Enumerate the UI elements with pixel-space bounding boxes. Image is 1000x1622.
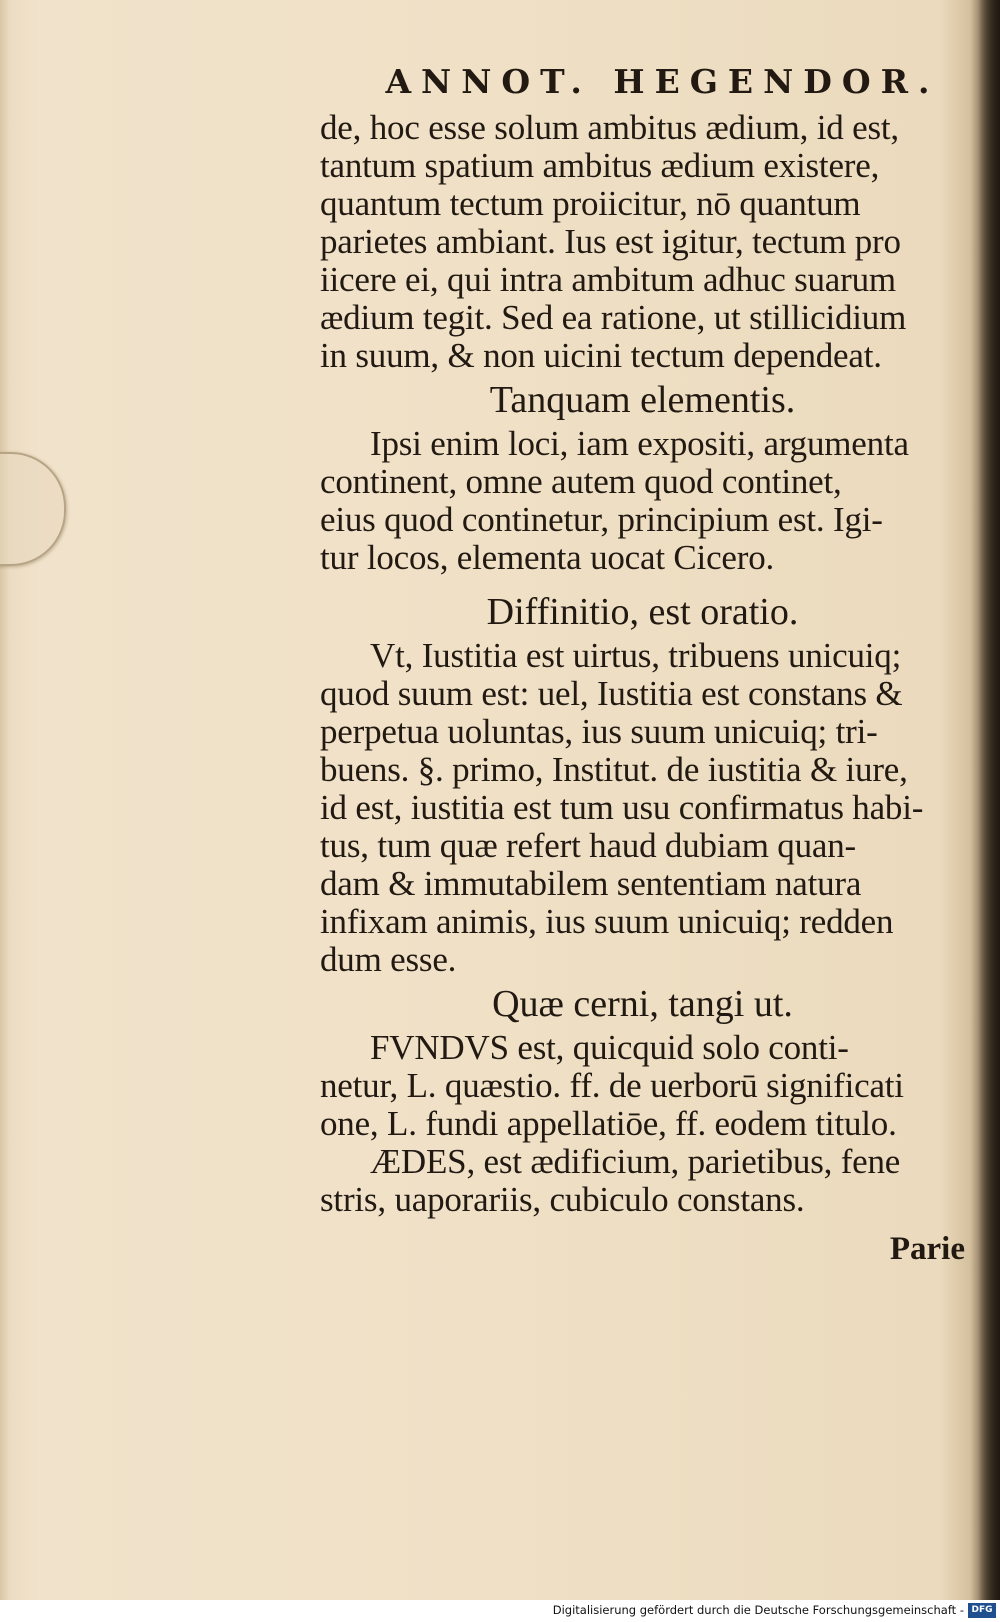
text-line: tur locos, elementa uocat Cicero. <box>320 538 775 577</box>
text-line: iicere ei, qui intra ambitum adhuc suarum <box>320 260 896 299</box>
binding-edge <box>978 0 1000 1600</box>
text-line: buens. §. primo, Institut. de iustitia & iure, <box>320 750 908 789</box>
text-line: in suum, & non uicini tectum dependeat. <box>320 336 882 375</box>
text-line: id est, iustitia est tum usu confirmatus habi- <box>320 788 924 827</box>
paragraph-2 <box>320 425 965 577</box>
text-line: stris, uaporariis, cubiculo constans. <box>320 1180 805 1219</box>
text-line: tus, tum quæ refert haud dubiam quan- <box>320 826 856 865</box>
paragraph-3 <box>320 637 965 979</box>
text-line: dam & immutabilem sententiam natura <box>320 864 862 903</box>
text-line: FVNDVS est, quicquid solo conti- <box>370 1028 849 1067</box>
section-heading: Diffinitio, est oratio. <box>486 591 799 633</box>
text-line: netur, L. quæstio. ff. de uerborū significati <box>320 1066 904 1105</box>
text-line: continent, omne autem quod continet, <box>320 462 842 501</box>
paragraph-1 <box>320 109 965 375</box>
text-line: tantum spatium ambitus ædium existere, <box>320 146 880 185</box>
text-line: de, hoc esse solum ambitus ædium, id est, <box>320 108 899 147</box>
text-line: ÆDES, est ædificium, parietibus, fene <box>370 1142 901 1181</box>
dfg-logo-icon: DFG <box>968 1603 996 1618</box>
section-heading: Tanquam elementis. <box>489 379 796 421</box>
running-head: ANNOT. HEGENDOR. <box>385 62 940 101</box>
footer-bar <box>0 1600 1000 1622</box>
paragraph-4 <box>320 1029 965 1219</box>
text-line: Vt, Iustitia est uirtus, tribuens unicuiq; <box>370 636 902 675</box>
text-line: parietes ambiant. Ius est igitur, tectum pro <box>320 222 901 261</box>
text-line: eius quod continetur, principium est. Igi- <box>320 500 883 539</box>
page-clip <box>0 452 66 566</box>
text-line: perpetua uoluntas, ius suum unicuiq; tri- <box>320 712 878 751</box>
text-line: infixam animis, ius suum unicuiq; redden <box>320 902 894 941</box>
text-line: quod suum est: uel, Iustitia est constans & <box>320 674 903 713</box>
text-block <box>320 62 965 1268</box>
text-line: quantum tectum proiicitur, nō quantum <box>320 184 861 223</box>
catchword: Parie <box>889 1231 965 1267</box>
text-line: one, L. fundi appellatiōe, ff. eodem titulo. <box>320 1104 897 1143</box>
footer-credit: Digitalisierung gefördert durch die Deutsche Forschungsgemeinschaft - <box>552 1603 964 1617</box>
text-line: ædium tegit. Sed ea ratione, ut stillicidium <box>320 298 907 337</box>
text-line: Ipsi enim loci, iam expositi, argumenta <box>370 424 909 463</box>
section-heading: Quæ cerni, tangi ut. <box>492 983 793 1025</box>
text-line: dum esse. <box>320 940 457 979</box>
